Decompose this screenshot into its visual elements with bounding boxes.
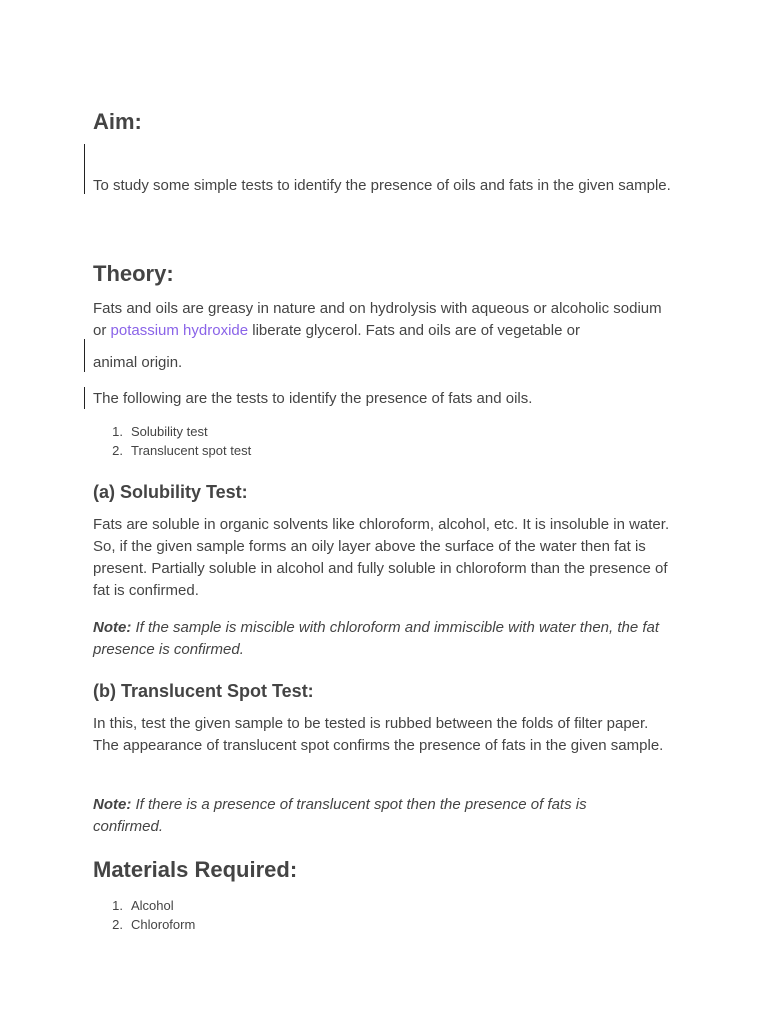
list-number: 1. (112, 898, 123, 913)
list-item (93, 898, 174, 913)
theory-text-end: liberate glycerol. Fats and oils are of vegetable or (248, 322, 580, 339)
solubility-text: Fats are soluble in organic solvents like chloroform, alcohol, etc. It is insoluble in water. So, if the given sample forms an oily layer above the surface of the water then fat is present. Partially soluble in alcohol and fully soluble in chloroform than the presence of fat is confirmed. (93, 516, 670, 599)
theory-paragraph-continuation: animal origin. (93, 354, 183, 371)
list-item (93, 917, 195, 932)
note-text: If the sample is miscible with chloroform and immiscible with water then, the fat presence is confirmed. (93, 619, 660, 658)
list-number: 1. (112, 424, 123, 439)
list-item (93, 443, 251, 458)
note-label: Note: (93, 796, 132, 813)
note-text: If there is a presence of translucent spot then the presence of fats is confirmed. (93, 796, 587, 835)
tests-intro: The following are the tests to identify the presence of fats and oils. (93, 390, 533, 407)
theory-heading: Theory: (93, 261, 174, 286)
list-item-label: Chloroform (131, 917, 196, 932)
text-cursor (84, 387, 85, 409)
list-number: 2. (112, 443, 123, 458)
text-cursor (84, 144, 85, 194)
translucent-text: In this, test the given sample to be tested is rubbed between the folds of filter paper. The appearance of translucent spot confirms the presence of fats in the given sample. (93, 715, 664, 754)
theory-paragraph (93, 298, 663, 342)
theory-text-start: Fats and oils are greasy in nature and on hydrolysis with aqueous or alcoholic sodium or (93, 300, 662, 339)
translucent-note (93, 794, 623, 838)
list-item-label: Translucent spot test (131, 443, 252, 458)
note-label: Note: (93, 619, 132, 636)
list-item-label: Alcohol (131, 898, 174, 913)
potassium-hydroxide-link[interactable]: potassium hydroxide (110, 322, 249, 339)
solubility-heading: (a) Solubility Test: (93, 482, 248, 502)
list-item (93, 424, 208, 439)
list-number: 2. (112, 917, 123, 932)
solubility-note (93, 617, 668, 661)
aim-text: To study some simple tests to identify the presence of oils and fats in the given sample. (93, 177, 671, 194)
list-item-label: Solubility test (131, 424, 208, 439)
translucent-heading: (b) Translucent Spot Test: (93, 681, 314, 701)
aim-heading: Aim: (93, 109, 142, 134)
materials-heading: Materials Required: (93, 857, 298, 882)
text-cursor (84, 339, 85, 372)
